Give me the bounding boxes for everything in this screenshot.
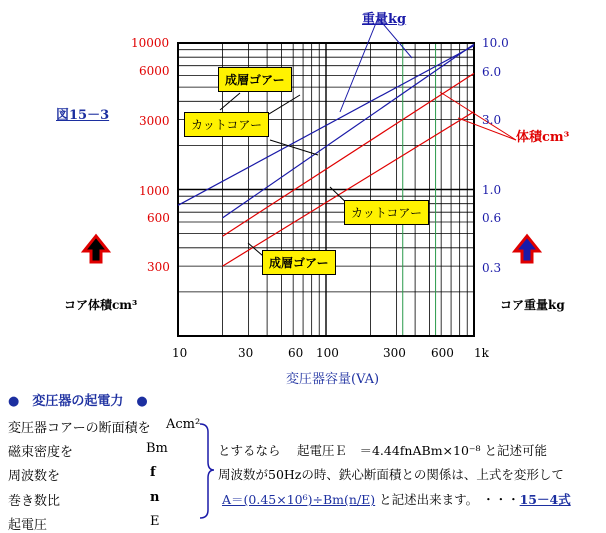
figure-label: 図15－3: [56, 108, 110, 123]
formula: A＝(0.45×10⁶)÷Bm(n/E): [222, 492, 376, 507]
x-tick: 30: [238, 346, 254, 360]
x-tick: 1k: [474, 346, 489, 360]
row-label: 変圧器コアーの断面積を: [8, 421, 151, 436]
row-symbol: E: [150, 514, 160, 529]
row-symbol: n: [150, 490, 160, 505]
y-left-tick: 10000: [131, 36, 170, 50]
text-line-1: とするなら 起電圧Ｅ ＝4.44fnABm×10⁻⁸ と記述可能: [218, 443, 548, 458]
y-right-tick: 0.3: [482, 261, 502, 275]
row-symbol: Acm²: [166, 417, 201, 432]
x-axis-label: 変圧器容量(VA): [286, 372, 380, 387]
y-right-tick: 3.0: [482, 113, 502, 127]
arrow-up-left-icon: [84, 236, 108, 262]
y-right-tick: 0.6: [482, 211, 502, 225]
row-label: 起電圧: [8, 518, 48, 533]
y-left-tick: 6000: [139, 64, 170, 78]
row-symbol: Bm: [146, 441, 168, 456]
section-title: ● 変圧器の起電力 ●: [8, 394, 148, 409]
row-label: 周波数を: [8, 469, 61, 484]
y-left-tick: 1000: [139, 184, 170, 198]
y-right-tick: 1.0: [482, 183, 502, 197]
volume-annotation: 体積cm³: [516, 130, 570, 145]
bracket-icon: [200, 424, 214, 518]
label-laminated-bottom: 成層ゴアー: [262, 250, 336, 275]
label-cut-top: カットコアー: [184, 112, 269, 137]
y-right-tick: 6.0: [482, 65, 502, 79]
y-left-tick: 300: [147, 260, 170, 274]
y-left-tick: 3000: [139, 114, 170, 128]
y-left-label: コア体積cm³: [64, 298, 138, 312]
y-right-label: コア重量kg: [500, 298, 565, 312]
equation-reference[interactable]: 15－4式: [519, 492, 571, 507]
arrow-up-right-icon: [515, 236, 539, 262]
weight-annotation: 重量kg: [362, 12, 407, 27]
text-line-2: 周波数が50Hzの時、鉄心断面積との関係は、上式を変形して: [218, 467, 564, 482]
x-tick: 300: [383, 346, 406, 360]
y-right-tick: 10.0: [482, 36, 509, 50]
x-tick: 600: [431, 346, 454, 360]
row-label: 巻き数比: [8, 494, 61, 509]
x-tick: 100: [316, 346, 339, 360]
chart-marks: [178, 18, 516, 266]
x-tick: 60: [288, 346, 304, 360]
formula-line: [222, 490, 571, 508]
label-laminated-top: 成層ゴアー: [218, 67, 292, 92]
formula-tail: と記述出来ます。 ・・・: [375, 492, 520, 507]
row-label: 磁束密度を: [8, 445, 74, 460]
row-symbol: f: [150, 465, 156, 480]
y-left-tick: 600: [147, 211, 170, 225]
label-cut-bottom: カットコアー: [344, 200, 429, 225]
x-tick: 10: [172, 346, 188, 360]
annotation-leader: [340, 18, 378, 112]
